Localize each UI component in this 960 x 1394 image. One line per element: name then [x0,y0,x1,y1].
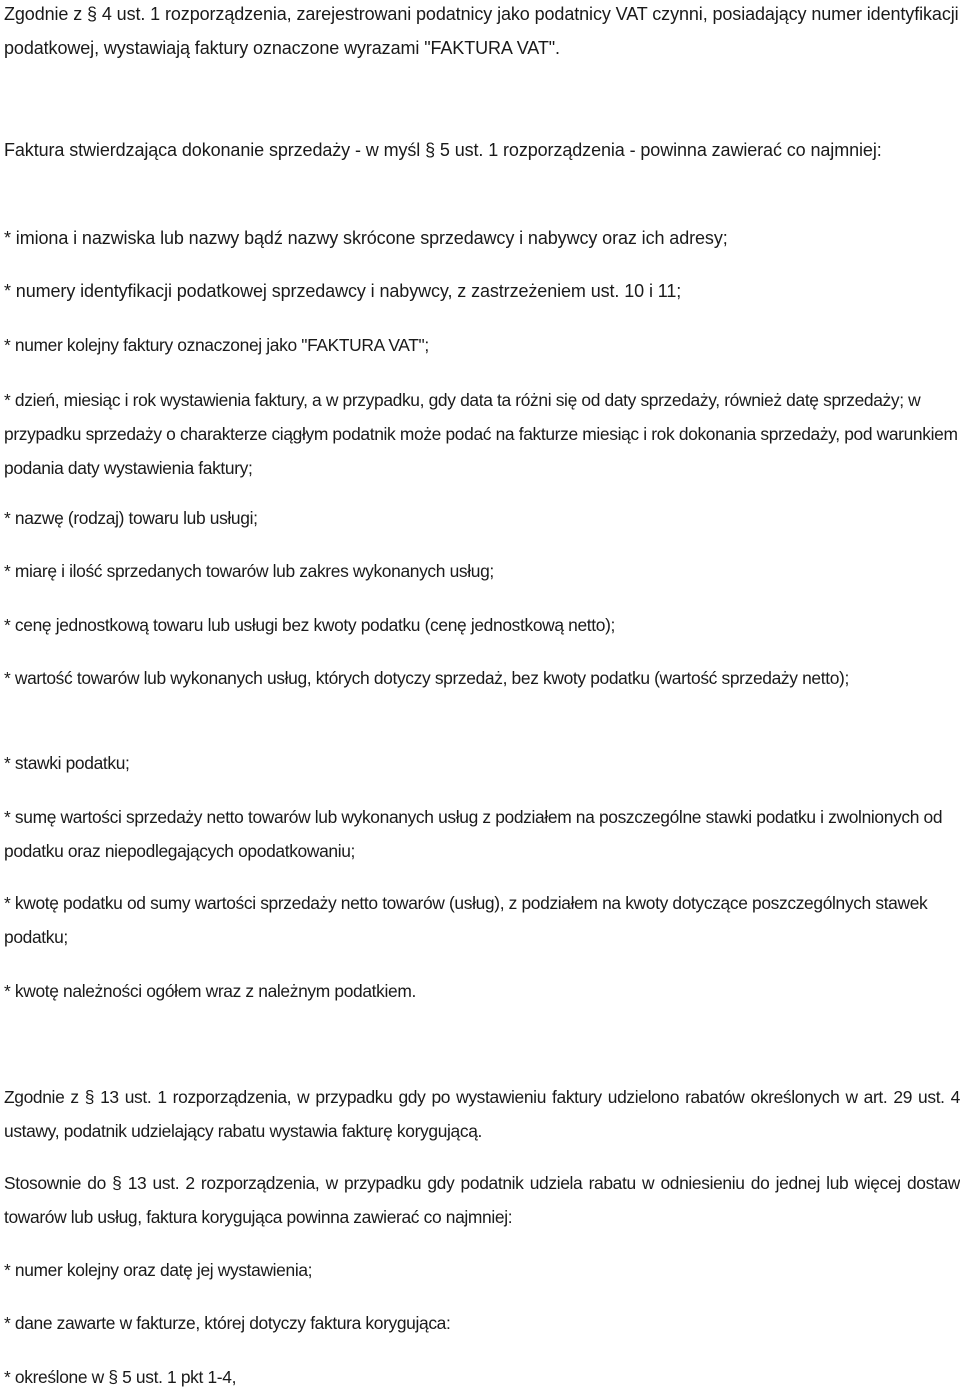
list-item-original-invoice-data: * dane zawarte w fakturze, której dotyczy faktura korygująca: [4,1313,451,1333]
list-item-goods-name: * nazwę (rodzaj) towaru lub usługi; [4,508,258,528]
paragraph-vat-invoice-intro: Zgodnie z § 4 ust. 1 rozporządzenia, zarejestrowani podatnicy jako podatnicy VAT czynni, posiadający numer identyfikacji podatkowej, wystawiają faktury oznaczone wyrazami "FAKTURA VAT". [4,4,959,58]
list-item-unit-price: * cenę jednostkową towaru lub usługi bez kwoty podatku (cenę jednostkową netto); [4,615,616,635]
list-item-quantity: * miarę i ilość sprzedanych towarów lub zakres wykonanych usług; [4,561,494,581]
paragraph-invoice-requirements-intro: Faktura stwierdzająca dokonanie sprzedaży - w myśl § 5 ust. 1 rozporządzenia - powinna zawierać co najmniej: [4,140,882,160]
list-item-total-due: * kwotę należności ogółem wraz z należnym podatkiem. [4,981,416,1001]
list-item-tax-amount: * kwotę podatku od sumy wartości sprzedaży netto towarów (usług), z podziałem na kwoty dotyczące poszczególnych stawek podatku; [4,893,928,947]
list-item-invoice-number: * numer kolejny faktury oznaczonej jako "FAKTURA VAT"; [4,335,429,355]
paragraph-correction-requirements: Stosownie do § 13 ust. 2 rozporządzenia, w przypadku gdy podatnik udziela rabatu w odniesieniu do jednej lub więcej dostaw towarów lub usług, faktura korygująca powinna zawierać co najmniej: [4,1173,960,1227]
list-item-net-value: * wartość towarów lub wykonanych usług, których dotyczy sprzedaż, bez kwoty podatku (wartość sprzedaży netto); [4,668,849,688]
list-item-tax-id-numbers: * numery identyfikacji podatkowej sprzedawcy i nabywcy, z zastrzeżeniem ust. 10 i 11; [4,281,682,301]
list-item-names-addresses: * imiona i nazwiska lub nazwy bądź nazwy skrócone sprzedawcy i nabywcy oraz ich adresy; [4,228,728,248]
list-item-net-sum: * sumę wartości sprzedaży netto towarów lub wykonanych usług z podziałem na poszczególne stawki podatku i zwolnionych od podatku oraz niepodlegających opodatkowaniu; [4,807,943,861]
list-item-correction-number-date: * numer kolejny oraz datę jej wystawienia; [4,1260,313,1280]
list-item-issue-date: * dzień, miesiąc i rok wystawienia faktury, a w przypadku, gdy data ta różni się od daty sprzedaży, również datę sprzedaży; w przypadku sprzedaży o charakterze ciągłym podatnik może podać na fakturze miesiąc i rok dokonania sprzedaży, pod warunkiem podania daty wystawienia faktury; [4,390,958,478]
list-item-tax-rates: * stawki podatku; [4,753,130,773]
paragraph-rebate-correction: Zgodnie z § 13 ust. 1 rozporządzenia, w przypadku gdy po wystawieniu faktury udzielono rabatów określonych w art. 29 ust. 4 ustawy, podatnik udzielający rabatu wystawia fakturę korygującą. [4,1087,960,1141]
list-item-specified-points: * określone w § 5 ust. 1 pkt 1-4, [4,1367,237,1387]
